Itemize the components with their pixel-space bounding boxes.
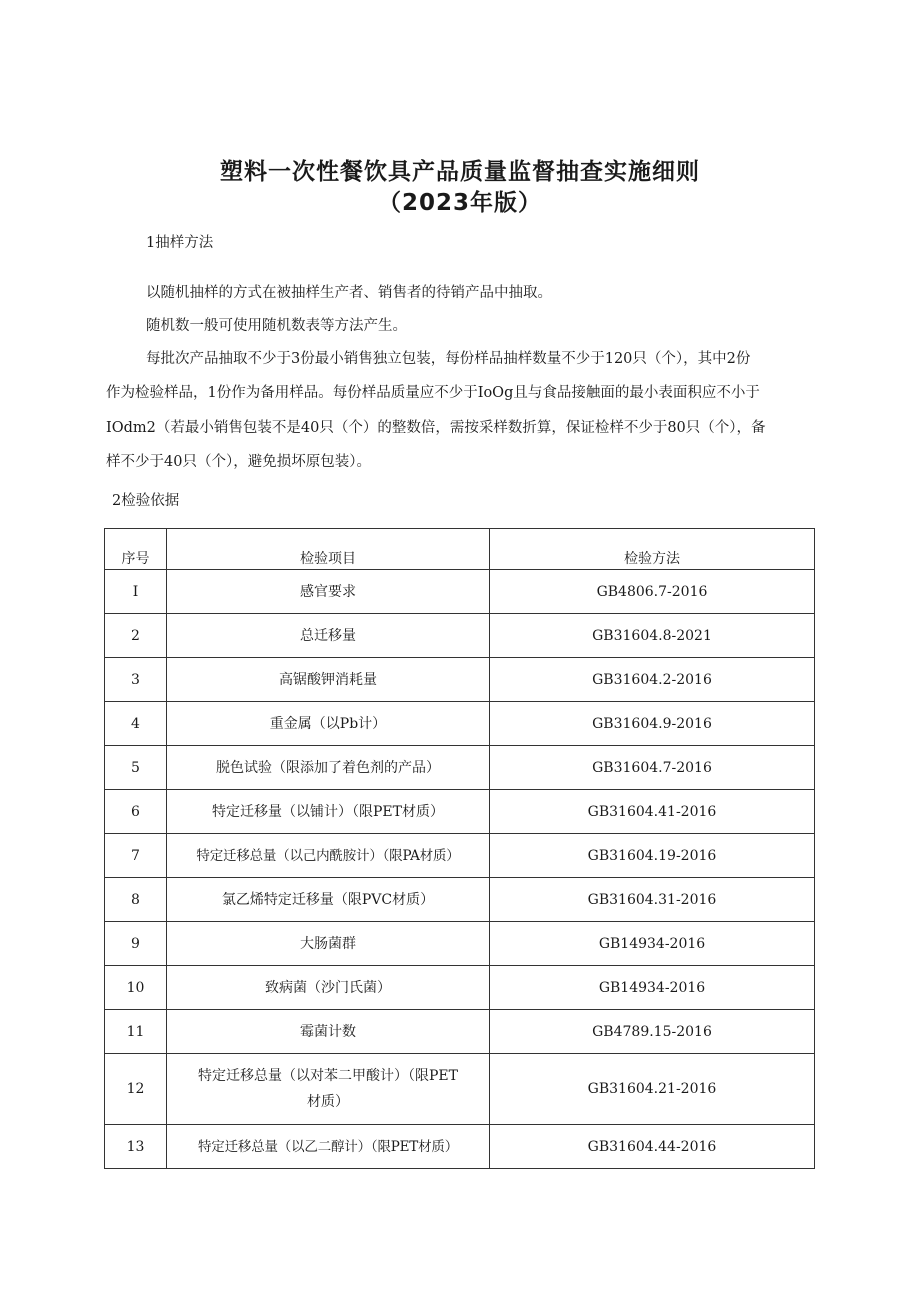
table-row xyxy=(105,614,815,658)
cell-item-line-1: 特定迁移总量（以对苯二甲酸计）（限PET xyxy=(198,1068,458,1084)
table-row xyxy=(105,702,815,746)
table-row xyxy=(105,966,815,1010)
cell-method: GB4789.15-2016 xyxy=(490,1010,815,1054)
section-1-heading: 1抽样方法 xyxy=(146,235,214,251)
table-header-row xyxy=(105,529,815,570)
table-row xyxy=(105,658,815,702)
header-method: 检验方法 xyxy=(490,529,815,570)
cell-item: 大肠菌群 xyxy=(167,922,490,966)
cell-method: GB14934-2016 xyxy=(490,922,815,966)
cell-method: GB31604.8-2021 xyxy=(490,614,815,658)
cell-item: 致病菌（沙门氏菌） xyxy=(167,966,490,1010)
table-row xyxy=(105,790,815,834)
table-row xyxy=(105,746,815,790)
cell-item: 霉菌计数 xyxy=(167,1010,490,1054)
cell-no: 6 xyxy=(105,790,167,834)
paragraph-3-line-1: 每批次产品抽取不少于3份最小销售独立包装，每份样品抽样数量不少于120只（个），其中2份 xyxy=(146,351,751,367)
cell-no: 2 xyxy=(105,614,167,658)
cell-method: GB31604.44-2016 xyxy=(490,1125,815,1169)
document-title: 塑料一次性餐饮具产品质量监督抽查实施细则 xyxy=(220,159,700,185)
cell-method: GB4806.7-2016 xyxy=(490,570,815,614)
cell-no: 5 xyxy=(105,746,167,790)
cell-method: GB31604.19-2016 xyxy=(490,834,815,878)
cell-no: 7 xyxy=(105,834,167,878)
cell-no: 8 xyxy=(105,878,167,922)
paragraph-1: 以随机抽样的方式在被抽样生产者、销售者的待销产品中抽取。 xyxy=(146,285,552,301)
table-row xyxy=(105,878,815,922)
cell-item-line-2: 材质） xyxy=(307,1094,349,1110)
cell-item: 重金属（以Pb计） xyxy=(167,702,490,746)
table-row xyxy=(105,1010,815,1054)
cell-item: 特定迁移总量（以乙二醇计）（限PET材质） xyxy=(167,1125,490,1169)
table-row xyxy=(105,1125,815,1169)
table-row xyxy=(105,570,815,614)
cell-item: 总迁移量 xyxy=(167,614,490,658)
header-item: 检验项目 xyxy=(167,529,490,570)
cell-no: 3 xyxy=(105,658,167,702)
cell-method: GB14934-2016 xyxy=(490,966,815,1010)
table-row xyxy=(105,1054,815,1125)
cell-no: I xyxy=(105,570,167,614)
cell-item xyxy=(167,1054,490,1125)
cell-item: 特定迁移总量（以己内酰胺计）（限PA材质） xyxy=(167,834,490,878)
header-no: 序号 xyxy=(105,529,167,570)
cell-no: 12 xyxy=(105,1054,167,1125)
inspection-table xyxy=(104,528,815,1169)
table-row xyxy=(105,922,815,966)
cell-item: 氯乙烯特定迁移量（限PVC材质） xyxy=(167,878,490,922)
cell-method: GB31604.31-2016 xyxy=(490,878,815,922)
cell-method: GB31604.21-2016 xyxy=(490,1054,815,1125)
cell-method: GB31604.7-2016 xyxy=(490,746,815,790)
table-row xyxy=(105,834,815,878)
cell-item: 脱色试验（限添加了着色剂的产品） xyxy=(167,746,490,790)
cell-no: 4 xyxy=(105,702,167,746)
cell-item: 特定迁移量（以铺计）（限PET材质） xyxy=(167,790,490,834)
document-subtitle: （2023年版） xyxy=(377,190,542,216)
cell-no: 11 xyxy=(105,1010,167,1054)
paragraph-3-line-3: IOdm2（若最小销售包装不是40只（个）的整数倍，需按采样数折算，保证检样不少于80只（个），备 xyxy=(106,420,766,436)
cell-method: GB31604.2-2016 xyxy=(490,658,815,702)
section-2-heading: 2检验依据 xyxy=(112,493,180,509)
cell-item: 高锯酸钾消耗量 xyxy=(167,658,490,702)
paragraph-2: 随机数一般可使用随机数表等方法产生。 xyxy=(146,318,407,334)
paragraph-3-line-2: 作为检验样品，1份作为备用样品。每份样品质量应不少于IoOg且与食品接触面的最小表面积应不小于 xyxy=(106,385,760,401)
paragraph-3-line-4: 样不少于40只（个），避免损坏原包装）。 xyxy=(106,454,371,470)
cell-item: 感官要求 xyxy=(167,570,490,614)
cell-method: GB31604.9-2016 xyxy=(490,702,815,746)
cell-no: 10 xyxy=(105,966,167,1010)
cell-no: 9 xyxy=(105,922,167,966)
cell-method: GB31604.41-2016 xyxy=(490,790,815,834)
cell-no: 13 xyxy=(105,1125,167,1169)
